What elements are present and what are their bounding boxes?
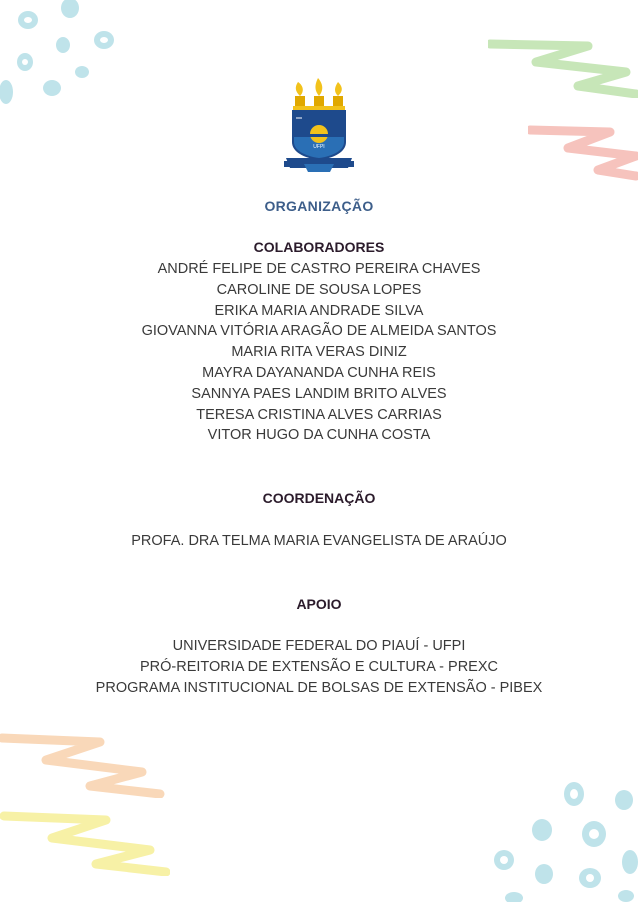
torch-icons (293, 78, 345, 110)
list-item: ANDRÉ FELIPE DE CASTRO PEREIRA CHAVES (157, 261, 481, 277)
coordinator-name: PROFA. DRA TELMA MARIA EVANGELISTA DE ARAÚJO (131, 533, 507, 549)
list-item: ERIKA MARIA ANDRADE SILVA (214, 302, 424, 319)
list-item: MARIA RITA VERAS DINIZ (231, 344, 407, 361)
svg-text:UFPI: UFPI (313, 144, 325, 150)
green-zigzag-top-right (488, 36, 638, 98)
pink-zigzag-top-right (528, 122, 638, 182)
list-item: PRÓ-REITORIA DE EXTENSÃO E CULTURA - PREXC (139, 658, 498, 675)
collaborators-heading: COLABORADORES (253, 239, 385, 255)
peach-zigzag-bottom-left (0, 728, 165, 798)
blue-dots-bottom-right (490, 770, 638, 902)
support-heading: APOIO (296, 596, 342, 612)
yellow-zigzag-bottom-left (0, 806, 170, 876)
collaborators-list (0, 259, 638, 446)
organization-title: ORGANIZAÇÃO (264, 198, 374, 214)
coordination-heading: COORDENAÇÃO (262, 490, 376, 506)
list-item: UNIVERSIDADE FEDERAL DO PIAUÍ - UFPI (172, 638, 466, 654)
list-item: SANNYA PAES LANDIM BRITO ALVES (191, 385, 447, 402)
blue-dots-top-left (0, 0, 130, 110)
list-item: VITOR HUGO DA CUNHA COSTA (207, 427, 431, 444)
list-item: MAYRA DAYANANDA CUNHA REIS (202, 364, 436, 381)
list-item: TERESA CRISTINA ALVES CARRIAS (196, 406, 442, 423)
support-list (0, 636, 638, 698)
list-item: GIOVANNA VITÓRIA ARAGÃO DE ALMEIDA SANTOS (141, 323, 497, 340)
list-item: PROGRAMA INSTITUCIONAL DE BOLSAS DE EXTENSÃO - PIBEX (95, 679, 543, 696)
list-item: CAROLINE DE SOUSA LOPES (216, 281, 422, 298)
ufpi-logo (284, 78, 354, 176)
